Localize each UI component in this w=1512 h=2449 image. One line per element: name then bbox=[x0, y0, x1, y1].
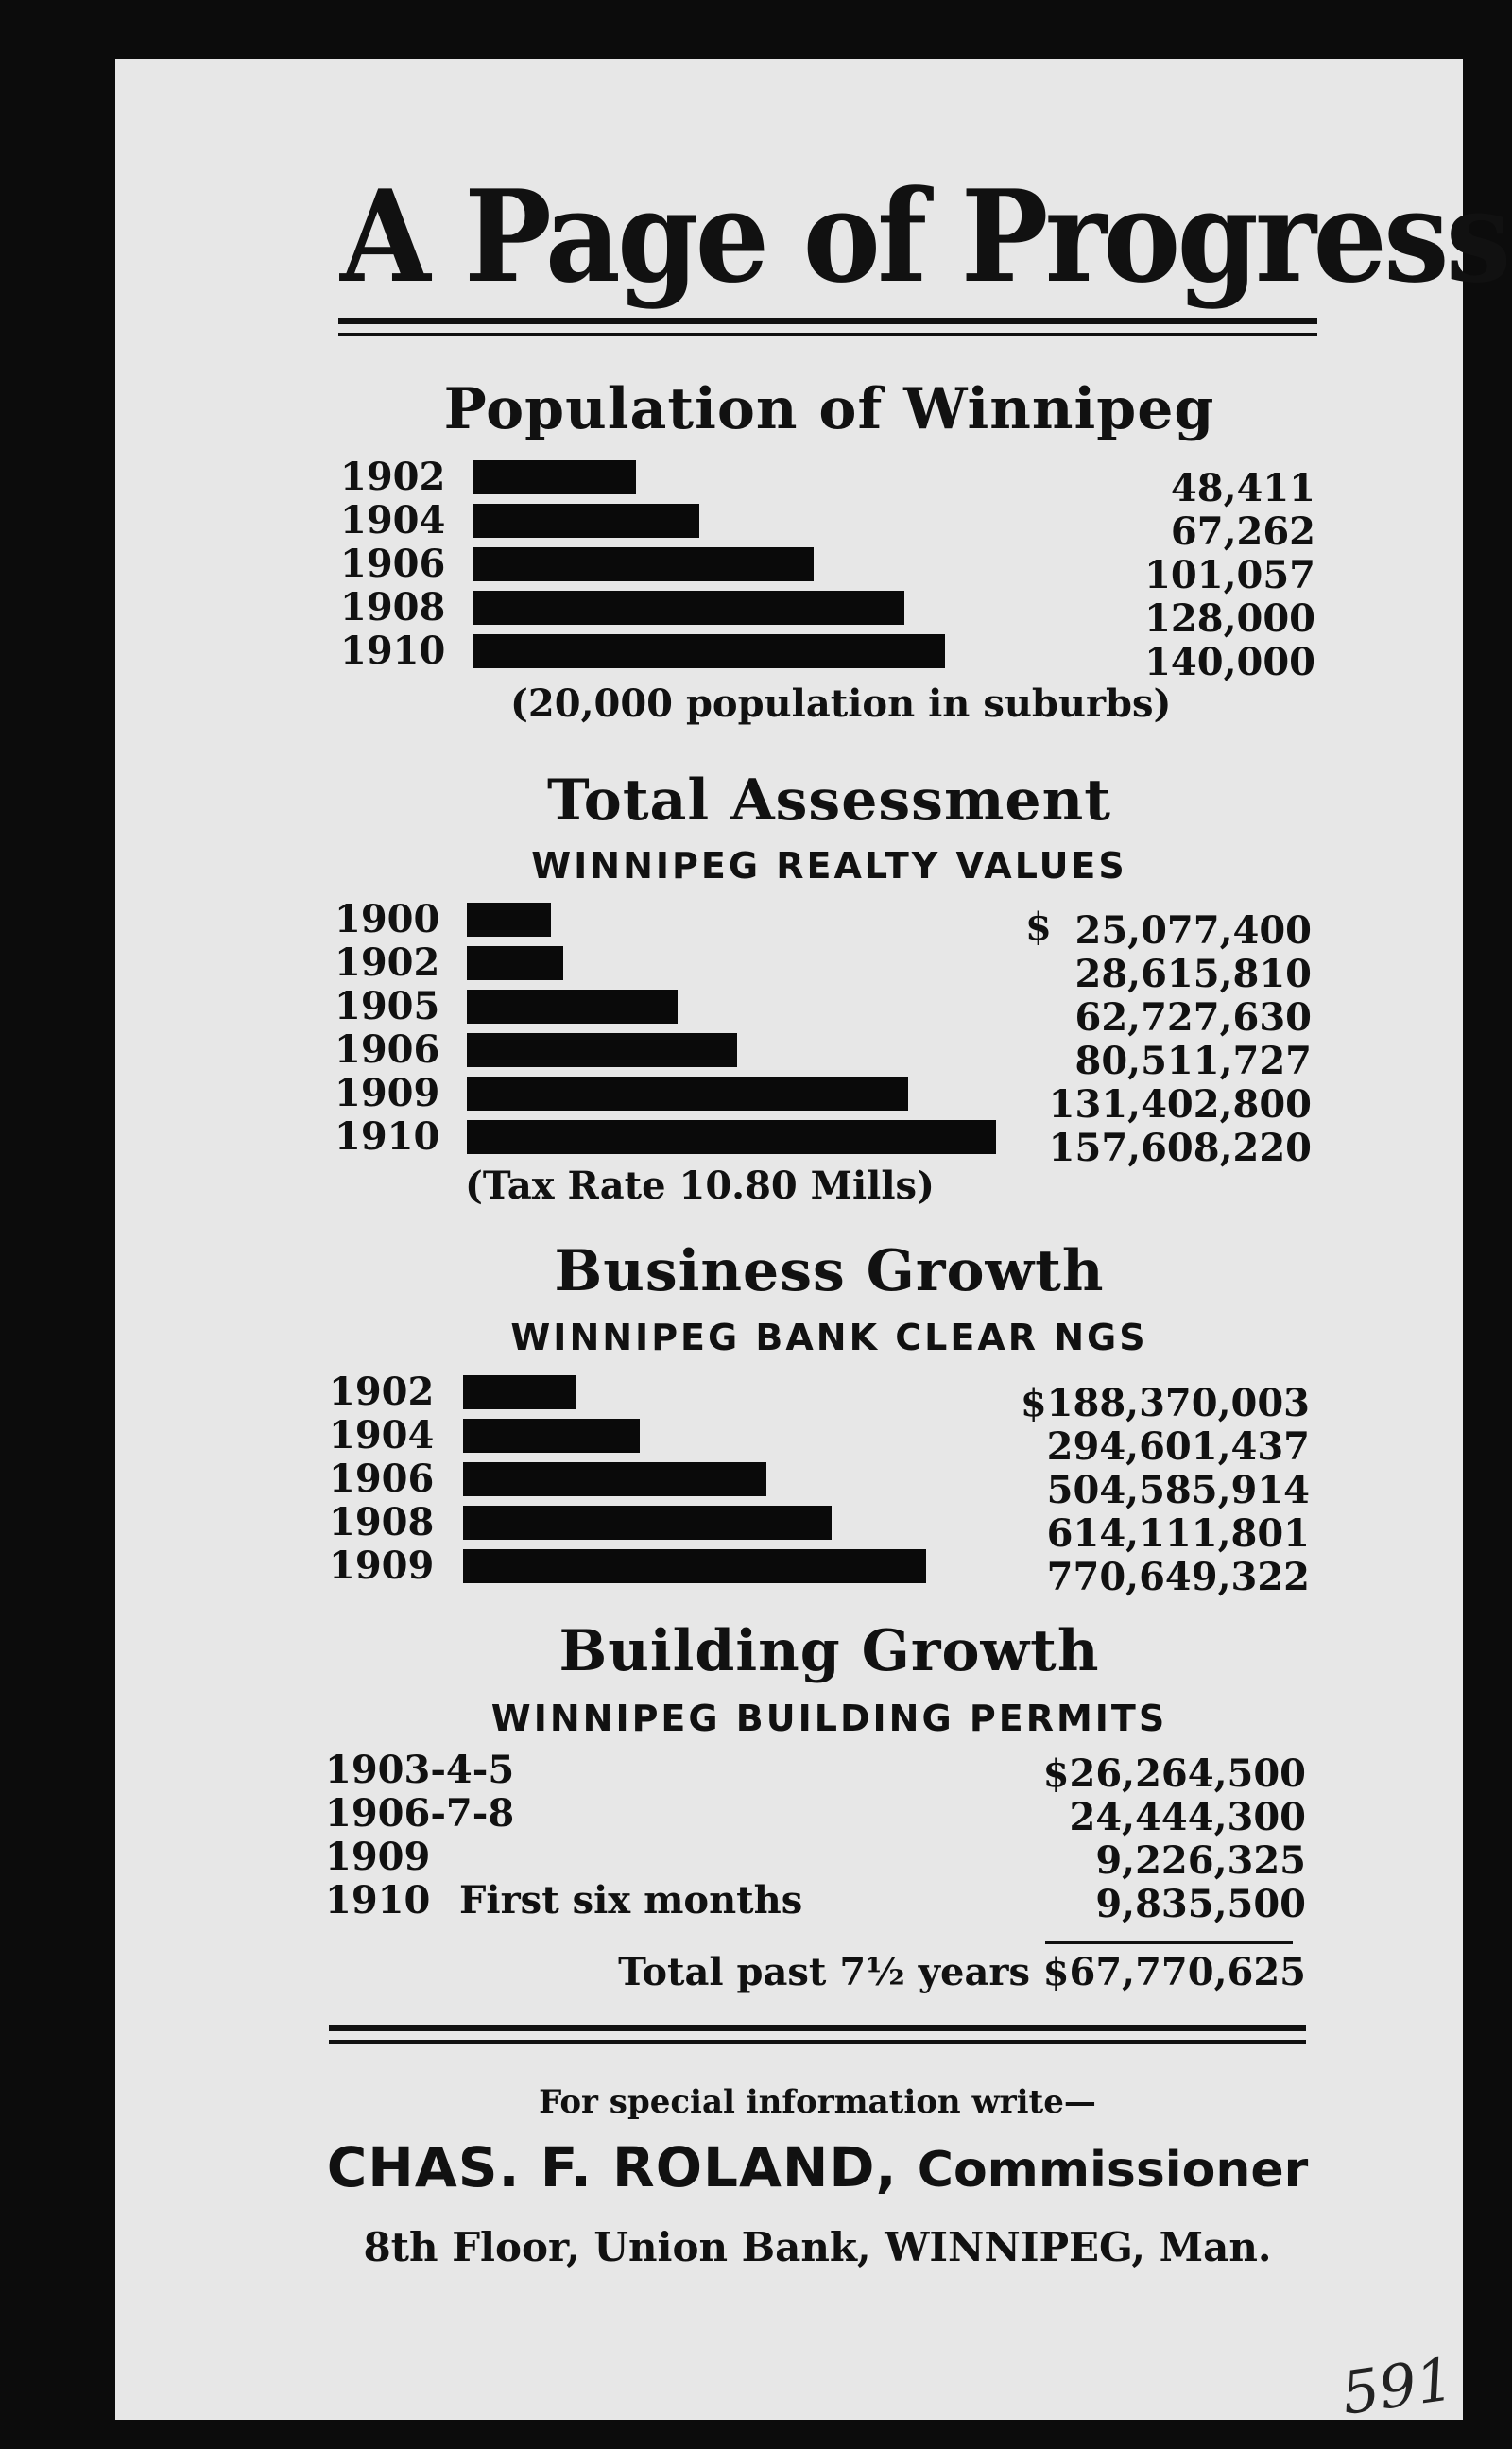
total-value: $67,770,625 bbox=[1042, 1950, 1306, 1994]
population-year-label: 1906 bbox=[340, 542, 446, 586]
assessment-year-label: 1905 bbox=[335, 984, 440, 1028]
population-year-label: 1902 bbox=[340, 455, 446, 499]
population-value-label: 140,000 bbox=[1144, 640, 1315, 684]
assessment-year-label: 1910 bbox=[335, 1114, 440, 1159]
business-value-label: $188,370,003 bbox=[1020, 1381, 1310, 1425]
population-bar bbox=[472, 547, 814, 581]
assessment-bar bbox=[467, 946, 563, 980]
footer-contact bbox=[312, 2136, 1323, 2201]
footer-rule-thin bbox=[329, 2040, 1306, 2044]
assessment-bar bbox=[467, 903, 551, 937]
business-bar bbox=[463, 1375, 576, 1409]
chart-subtitle-assessment: WINNIPEG REALTY VALUES bbox=[531, 845, 1127, 887]
assessment-value-label: 28,615,810 bbox=[1074, 952, 1312, 996]
building-value: 9,226,325 bbox=[1095, 1838, 1306, 1883]
page-title: A Page of Progress bbox=[340, 162, 1508, 311]
business-value-label: 504,585,914 bbox=[1046, 1468, 1310, 1512]
chart-note-assessment: (Tax Rate 10.80 Mills) bbox=[465, 1164, 935, 1208]
building-value: 24,444,300 bbox=[1069, 1795, 1306, 1839]
business-year-label: 1909 bbox=[329, 1544, 435, 1588]
assessment-value-label: 25,077,400 bbox=[1074, 908, 1312, 953]
population-bar bbox=[472, 591, 904, 625]
building-value: 9,835,500 bbox=[1095, 1882, 1306, 1926]
population-year-label: 1908 bbox=[340, 585, 446, 629]
population-value-label: 101,057 bbox=[1144, 553, 1315, 597]
assessment-bar bbox=[467, 990, 678, 1024]
assessment-bar bbox=[467, 1033, 737, 1067]
building-value: $26,264,500 bbox=[1042, 1751, 1306, 1796]
assessment-bar bbox=[467, 1077, 908, 1111]
building-period: 1910 bbox=[325, 1878, 431, 1923]
assessment-year-label: 1906 bbox=[335, 1027, 440, 1072]
footer-intro: For special information write— bbox=[539, 2083, 1096, 2121]
building-period: 1906-7-8 bbox=[325, 1791, 515, 1836]
handwritten-mark: 591 bbox=[1337, 2344, 1458, 2428]
population-bar bbox=[472, 460, 636, 494]
business-bar bbox=[463, 1549, 926, 1583]
chart-subtitle-business: WINNIPEG BANK CLEAR NGS bbox=[510, 1317, 1148, 1358]
business-year-label: 1904 bbox=[329, 1413, 435, 1457]
footer-rule-thick bbox=[329, 2025, 1306, 2031]
business-value-label: 294,601,437 bbox=[1046, 1424, 1310, 1469]
business-bar bbox=[463, 1462, 766, 1496]
title-rule-thick bbox=[338, 318, 1317, 324]
assessment-value-label: 131,402,800 bbox=[1048, 1082, 1312, 1127]
business-year-label: 1902 bbox=[329, 1370, 435, 1414]
footer-address: 8th Floor, Union Bank, WINNIPEG, Man. bbox=[363, 2224, 1272, 2270]
chart-title-population: Population of Winnipeg bbox=[443, 376, 1215, 442]
footer-name: CHAS. F. ROLAND, bbox=[326, 2135, 898, 2199]
business-value-label: 770,649,322 bbox=[1046, 1555, 1310, 1599]
chart-note-population: (20,000 population in suburbs) bbox=[510, 681, 1172, 726]
total-label: Total past 7½ years bbox=[618, 1950, 1030, 1994]
currency-symbol: $ bbox=[1025, 905, 1052, 949]
business-bar bbox=[463, 1419, 640, 1453]
business-year-label: 1906 bbox=[329, 1457, 435, 1501]
population-year-label: 1904 bbox=[340, 498, 446, 543]
business-bar bbox=[463, 1506, 832, 1540]
footer-role: Commissioner bbox=[917, 2142, 1309, 2199]
building-detail: First six months bbox=[459, 1878, 803, 1923]
population-value-label: 48,411 bbox=[1170, 466, 1315, 510]
population-value-label: 128,000 bbox=[1144, 596, 1315, 641]
assessment-year-label: 1900 bbox=[335, 897, 440, 941]
assessment-year-label: 1902 bbox=[335, 940, 440, 985]
population-value-label: 67,262 bbox=[1170, 509, 1315, 554]
population-year-label: 1910 bbox=[340, 629, 446, 673]
table-title-building: Building Growth bbox=[558, 1618, 1100, 1684]
chart-title-business: Business Growth bbox=[554, 1238, 1105, 1304]
total-underline bbox=[1045, 1941, 1293, 1944]
chart-title-assessment: Total Assessment bbox=[547, 767, 1111, 834]
business-year-label: 1908 bbox=[329, 1500, 435, 1544]
assessment-value-label: 80,511,727 bbox=[1074, 1039, 1312, 1083]
table-subtitle-building: WINNIPEG BUILDING PERMITS bbox=[490, 1698, 1168, 1739]
assessment-bar bbox=[467, 1120, 996, 1154]
assessment-value-label: 62,727,630 bbox=[1074, 995, 1312, 1040]
building-period: 1903-4-5 bbox=[325, 1748, 515, 1792]
assessment-year-label: 1909 bbox=[335, 1071, 440, 1115]
assessment-value-label: 157,608,220 bbox=[1048, 1126, 1312, 1170]
population-bar bbox=[472, 504, 699, 538]
building-period: 1909 bbox=[325, 1835, 431, 1879]
business-value-label: 614,111,801 bbox=[1046, 1511, 1310, 1556]
population-bar bbox=[472, 634, 945, 668]
title-rule-thin bbox=[338, 333, 1317, 336]
